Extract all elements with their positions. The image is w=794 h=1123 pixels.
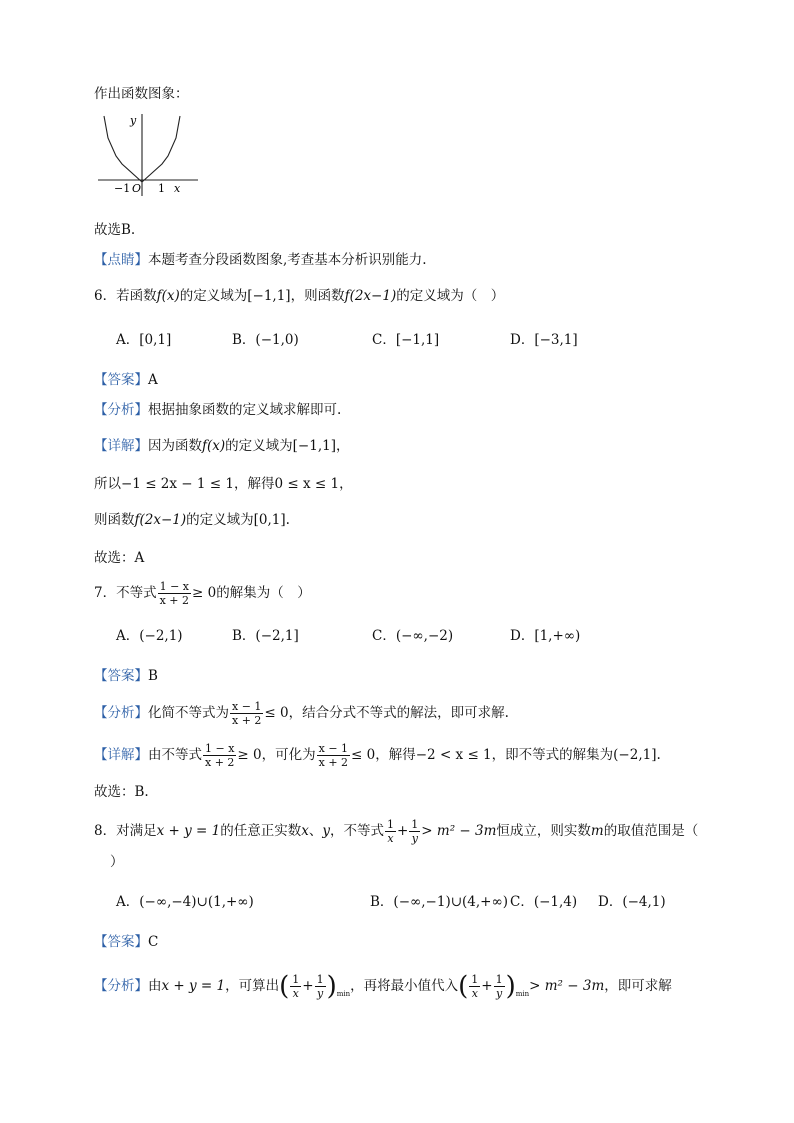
q6-conclusion: 故选：A bbox=[94, 550, 145, 566]
math: > m² − 3m bbox=[529, 978, 605, 994]
math: [0,1] bbox=[253, 512, 286, 528]
tick-origin: O bbox=[132, 182, 142, 195]
paren-close: ) bbox=[326, 971, 337, 1002]
option-value: (−2,1] bbox=[255, 628, 299, 644]
text: 的任意正实数 bbox=[220, 823, 302, 839]
denominator: x + 2 bbox=[232, 714, 262, 727]
option-label: B． bbox=[232, 628, 256, 644]
denominator: y bbox=[316, 987, 324, 1000]
option-label: B． bbox=[232, 332, 256, 348]
paren-open: ( bbox=[279, 971, 290, 1002]
numerator: 1 bbox=[316, 973, 324, 986]
answer-tag: 【答案】 bbox=[94, 372, 148, 388]
text: ，解得 bbox=[375, 747, 416, 763]
option-label: A． bbox=[116, 332, 140, 348]
q6-dom: [−1,1] bbox=[247, 288, 291, 304]
math: + bbox=[396, 823, 409, 839]
option-value: (−∞,−2) bbox=[395, 628, 454, 644]
numerator: 1 bbox=[292, 973, 300, 986]
text: 的定义域为 bbox=[186, 512, 254, 528]
q8-stem-end: ） bbox=[110, 854, 124, 870]
q5-conclusion: 故选B. bbox=[94, 222, 136, 238]
q8-option-a[interactable] bbox=[116, 892, 254, 912]
q6-option-b[interactable] bbox=[232, 330, 299, 350]
q8-analysis-frac-x2 bbox=[469, 973, 480, 1000]
comment-text: 本题考查分段函数图象,考查基本分析识别能力. bbox=[148, 252, 427, 268]
text: ，可算出 bbox=[225, 978, 280, 994]
paren-open: ( bbox=[458, 971, 469, 1002]
q8-option-c[interactable] bbox=[510, 892, 577, 912]
math: + bbox=[302, 978, 314, 994]
analysis-tag: 【分析】 bbox=[94, 705, 148, 721]
math: y bbox=[322, 823, 330, 839]
text: 的取值范围是（ bbox=[603, 823, 699, 839]
text: ，解得 bbox=[233, 476, 275, 492]
answer-value: B bbox=[148, 668, 158, 684]
numerator: x − 1 bbox=[318, 742, 349, 755]
option-value: (−∞,−1)∪(4,+∞) bbox=[393, 894, 508, 910]
curve-left bbox=[104, 116, 142, 182]
q8-analysis bbox=[94, 968, 672, 1012]
answer-tag: 【答案】 bbox=[94, 668, 148, 684]
denominator: x + 2 bbox=[159, 594, 190, 607]
q8-option-d[interactable] bbox=[598, 892, 666, 912]
text: 由 bbox=[148, 978, 162, 994]
text: ，再将最小值代入 bbox=[350, 978, 459, 994]
q8-stem bbox=[94, 818, 698, 845]
q8-answer bbox=[94, 932, 158, 952]
answer-tag: 【答案】 bbox=[94, 934, 148, 950]
q8-frac-x bbox=[385, 818, 396, 845]
text: . bbox=[285, 512, 290, 528]
math: f(x) bbox=[202, 438, 226, 454]
option-label: B． bbox=[370, 894, 394, 910]
option-label: A． bbox=[116, 894, 140, 910]
math: x + y = 1 bbox=[156, 823, 221, 839]
q6-answer bbox=[94, 370, 158, 390]
q7-stem bbox=[94, 580, 311, 607]
q6-analysis bbox=[94, 400, 341, 420]
q6-option-d[interactable] bbox=[510, 330, 578, 350]
text: ，可化为 bbox=[261, 747, 316, 763]
numerator: 1 bbox=[495, 973, 503, 986]
comment-tag: 【点睛】 bbox=[94, 252, 148, 268]
option-label: C． bbox=[510, 894, 534, 910]
numerator: 1 − x bbox=[159, 580, 190, 593]
answer-value: A bbox=[148, 372, 158, 388]
q6-option-a[interactable] bbox=[116, 330, 171, 350]
denominator: x + 2 bbox=[318, 756, 349, 769]
text: 化简不等式为 bbox=[148, 705, 229, 721]
option-label: C． bbox=[372, 628, 396, 644]
numerator: x − 1 bbox=[232, 700, 262, 713]
text: ， bbox=[339, 476, 353, 492]
option-label: D． bbox=[510, 628, 535, 644]
min-subscript: min bbox=[515, 990, 530, 998]
option-value: [−1,1] bbox=[395, 332, 440, 348]
q6-detail bbox=[94, 436, 349, 456]
denominator: y bbox=[411, 832, 418, 845]
q6-step1 bbox=[94, 474, 353, 494]
numerator: 1 bbox=[471, 973, 479, 986]
math: ≤ 0 bbox=[351, 747, 376, 763]
option-value: (−1,0) bbox=[255, 332, 299, 348]
answer-value: C bbox=[148, 934, 159, 950]
math: f(2x−1) bbox=[134, 512, 187, 528]
text: 因为函数 bbox=[148, 438, 202, 454]
q8-analysis-frac-x bbox=[290, 973, 301, 1000]
detail-tag: 【详解】 bbox=[94, 438, 148, 454]
math: ≤ 0 bbox=[264, 705, 289, 721]
math: [−1,1] bbox=[292, 438, 336, 454]
tick-neg1: −1 bbox=[114, 182, 131, 195]
text: ，不等式 bbox=[329, 823, 384, 839]
text: 8．对满足 bbox=[94, 823, 157, 839]
analysis-tag: 【分析】 bbox=[94, 402, 148, 418]
option-value: (−2,1) bbox=[139, 628, 183, 644]
text: ，即不等式的解集为 bbox=[491, 747, 614, 763]
q7-analysis bbox=[94, 700, 509, 727]
denominator: x + 2 bbox=[205, 756, 235, 769]
option-label: D． bbox=[510, 332, 535, 348]
q7-analysis-fraction bbox=[230, 700, 263, 727]
math: 0 ≤ x ≤ 1 bbox=[274, 476, 340, 492]
axis-y-label: y bbox=[130, 114, 137, 127]
math: (−2,1] bbox=[613, 747, 657, 763]
text: 的解集为（ ） bbox=[216, 585, 311, 601]
q8-frac-y bbox=[409, 818, 420, 845]
math: x bbox=[301, 823, 309, 839]
option-value: [1,+∞) bbox=[534, 628, 581, 644]
min-subscript: min bbox=[336, 990, 351, 998]
text: 所以 bbox=[94, 476, 121, 492]
option-value: (−4,1) bbox=[622, 894, 666, 910]
q7-answer bbox=[94, 666, 158, 686]
option-value: (−1,4) bbox=[533, 894, 578, 910]
text: 由不等式 bbox=[148, 747, 202, 763]
text: 则函数 bbox=[94, 512, 135, 528]
math: −2 < x ≤ 1 bbox=[415, 747, 492, 763]
q8-option-b[interactable] bbox=[370, 892, 508, 912]
q8-analysis-frac-y bbox=[315, 973, 326, 1000]
option-value: (−∞,−4)∪(1,+∞) bbox=[139, 894, 254, 910]
text: . bbox=[656, 747, 661, 763]
text: ， bbox=[335, 438, 350, 454]
q6-fx: f(x) bbox=[156, 288, 180, 304]
option-value: [−3,1] bbox=[534, 332, 578, 348]
q6-stem bbox=[94, 286, 504, 306]
q7-fraction bbox=[158, 580, 191, 607]
math: m bbox=[590, 823, 604, 839]
graph-intro: 作出函数图象： bbox=[94, 86, 189, 102]
q5-comment bbox=[94, 250, 427, 270]
q7-detail bbox=[94, 742, 661, 769]
option-label: C． bbox=[372, 332, 396, 348]
math: ≥ 0 bbox=[237, 747, 262, 763]
q7-option-d[interactable] bbox=[510, 626, 580, 646]
q7-option-c[interactable] bbox=[372, 626, 453, 646]
denominator: y bbox=[496, 987, 503, 1000]
text: 的定义域为 bbox=[225, 438, 293, 454]
q6-option-c[interactable] bbox=[372, 330, 439, 350]
text: ，结合分式不等式的解法，即可求解. bbox=[288, 705, 509, 721]
math: ≥ 0 bbox=[192, 585, 217, 601]
option-label: D． bbox=[598, 894, 623, 910]
q6-stem-b: 的定义域为 bbox=[179, 288, 248, 304]
denominator: x bbox=[387, 832, 394, 845]
detail-tag: 【详解】 bbox=[94, 747, 148, 763]
denominator: x bbox=[471, 987, 478, 1000]
math: −1 ≤ 2x − 1 ≤ 1 bbox=[121, 476, 234, 492]
math: > m² − 3m bbox=[421, 823, 497, 839]
tick-pos1: 1 bbox=[158, 182, 165, 195]
q6-step2 bbox=[94, 510, 290, 530]
axis-x-label: x bbox=[174, 182, 181, 195]
q7-option-a[interactable] bbox=[116, 626, 183, 646]
curve-right bbox=[142, 116, 180, 182]
denominator: x bbox=[292, 987, 299, 1000]
numerator: 1 bbox=[411, 818, 419, 831]
option-value: [0,1] bbox=[139, 332, 172, 348]
analysis-text: 根据抽象函数的定义域求解即可. bbox=[148, 402, 342, 418]
math: + bbox=[481, 978, 493, 994]
text: 恒成立，则实数 bbox=[496, 823, 591, 839]
option-label: A． bbox=[116, 628, 140, 644]
numerator: 1 bbox=[386, 818, 394, 831]
text: 、 bbox=[308, 823, 323, 839]
q7-option-b[interactable] bbox=[232, 626, 299, 646]
math: x + y = 1 bbox=[161, 978, 226, 994]
paren-close: ) bbox=[505, 971, 516, 1002]
q6-stem-a: 6．若函数 bbox=[94, 288, 157, 304]
q8-analysis-frac-y2 bbox=[494, 973, 505, 1000]
q7-detail-fraction2 bbox=[317, 742, 350, 769]
analysis-tag: 【分析】 bbox=[94, 978, 148, 994]
q7-detail-fraction1 bbox=[203, 742, 236, 769]
q7-conclusion: 故选：B. bbox=[94, 784, 149, 800]
text: ，即可求解 bbox=[604, 978, 672, 994]
q6-stem-d: 的定义域为（ ） bbox=[396, 288, 505, 304]
numerator: 1 − x bbox=[205, 742, 235, 755]
text: 7．不等式 bbox=[94, 585, 157, 601]
q6-stem-c: ，则函数 bbox=[290, 288, 345, 304]
q6-f2x: f(2x−1) bbox=[344, 288, 397, 304]
function-graph bbox=[94, 110, 204, 200]
